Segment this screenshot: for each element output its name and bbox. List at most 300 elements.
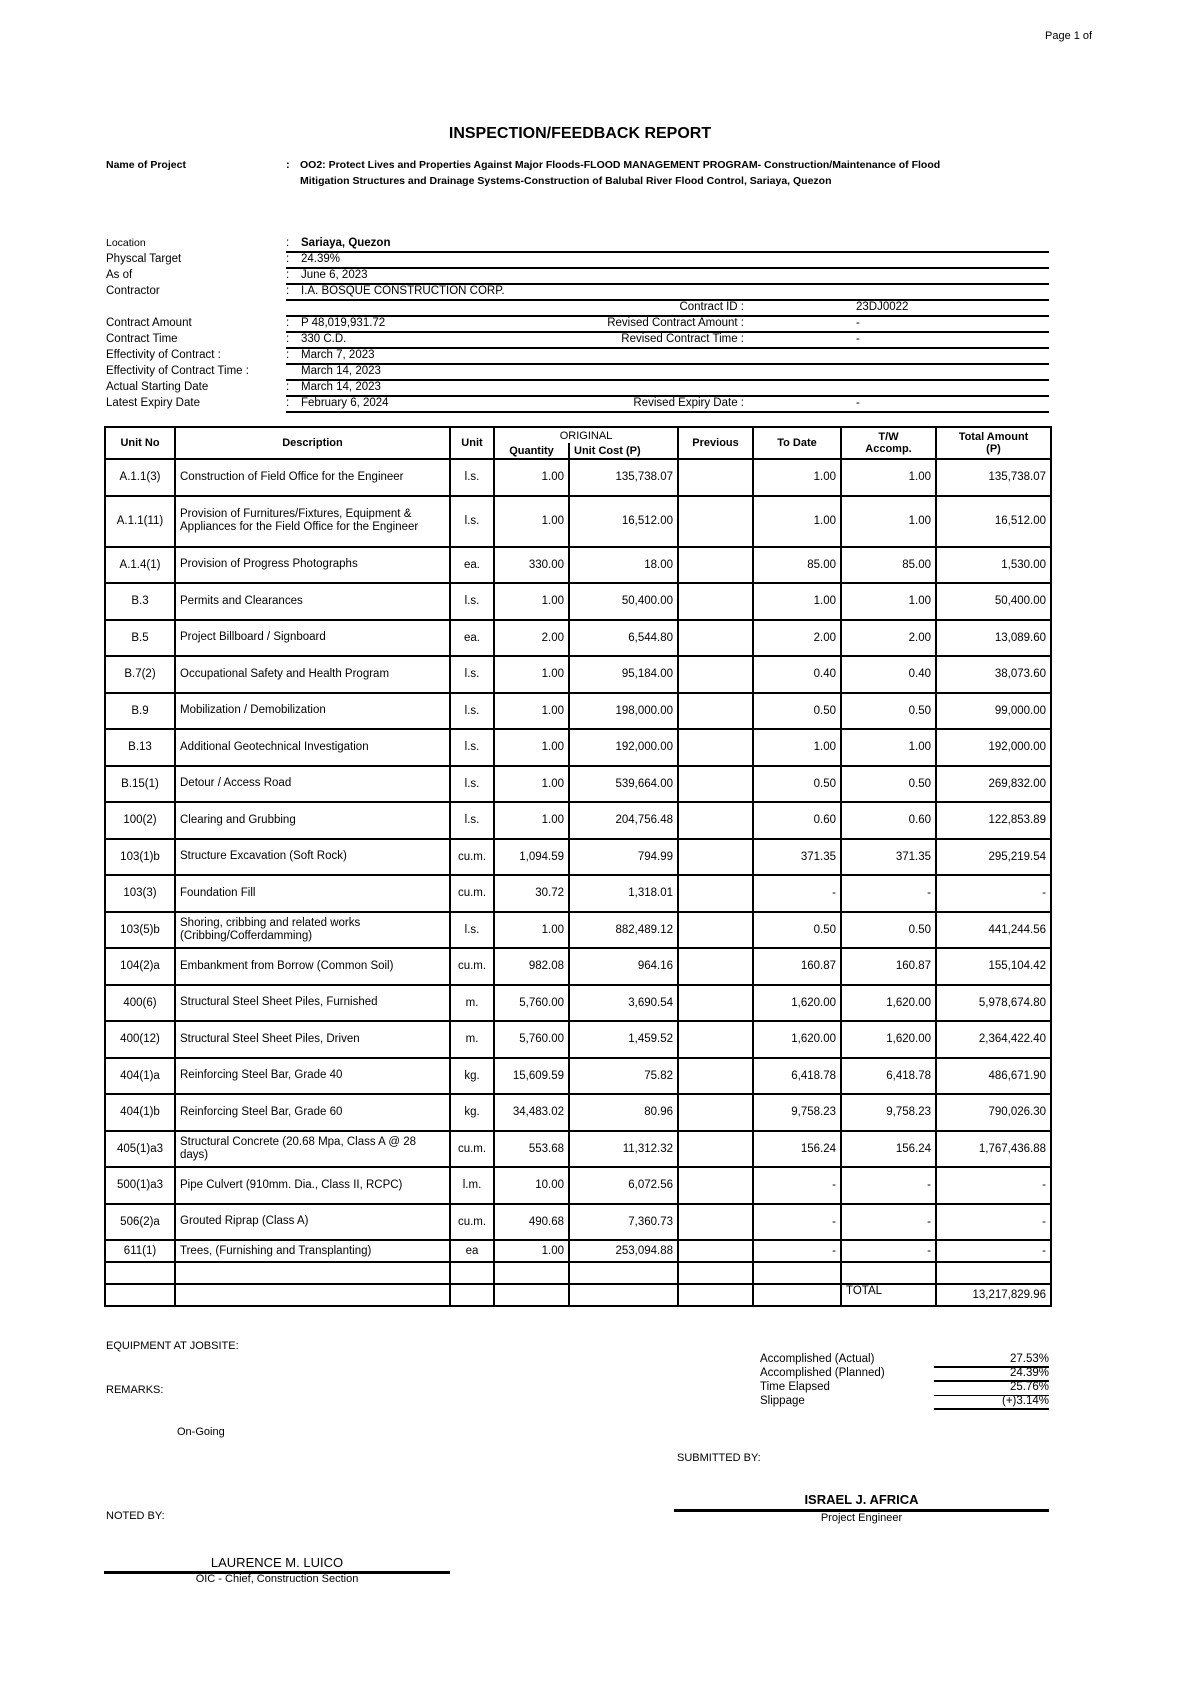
cell-quantity: 1.00 [494,766,569,803]
cell-previous [678,496,753,547]
revised-contract-amount-label: Revised Contract Amount : [607,317,744,329]
field-contract-amount [106,316,1049,332]
cell-total-amount: 13,089.60 [936,620,1051,657]
noted-by-label: NOTED BY: [106,1510,165,1522]
cell [494,1284,569,1306]
table-row [105,547,1051,584]
cell-previous [678,583,753,620]
cell-description: Reinforcing Steel Bar, Grade 40 [175,1058,450,1095]
cell-unit: ea. [450,620,494,657]
cell-tw-accomp: 0.50 [841,766,936,803]
field-location [106,236,1049,252]
header-tw-accomp: T/W Accomp. [841,427,936,459]
cell-previous [678,766,753,803]
cell-total-amount: 99,000.00 [936,693,1051,730]
cell-unit-no: 103(3) [105,875,175,912]
table-row [105,912,1051,949]
cell-tw-accomp: 9,758.23 [841,1094,936,1131]
page-number: Page 1 of [1045,30,1093,42]
cell-tw-accomp: - [841,1240,936,1262]
cell-tw-accomp: 160.87 [841,948,936,985]
cell-tw-accomp: 2.00 [841,620,936,657]
total-value: 13,217,829.96 [936,1284,1051,1306]
cell-to-date: 0.50 [753,766,841,803]
cell-unit-cost: 882,489.12 [569,912,678,949]
cell [678,1262,753,1284]
cell-to-date: 0.50 [753,693,841,730]
revised-contract-time-label: Revised Contract Time : [621,333,744,345]
colon: : [286,159,290,171]
cell-to-date: 371.35 [753,839,841,876]
cell-quantity: 2.00 [494,620,569,657]
colon: : [286,317,290,329]
cell-unit: cu.m. [450,1131,494,1168]
cell-to-date: - [753,1240,841,1262]
cell-tw-accomp: 1.00 [841,496,936,547]
cell-unit-no: 400(6) [105,985,175,1022]
contract-id-label: Contract ID : [679,301,744,313]
cell-unit-cost: 964.16 [569,948,678,985]
cell-unit-no: 611(1) [105,1240,175,1262]
cell [175,1284,450,1306]
field-as-of [106,268,1049,284]
table-row [105,985,1051,1022]
cell-unit-cost: 80.96 [569,1094,678,1131]
cell-quantity: 15,609.59 [494,1058,569,1095]
cell-unit: cu.m. [450,875,494,912]
cell-quantity: 1.00 [494,459,569,496]
cell-unit-no: A.1.1(3) [105,459,175,496]
cell-unit-no: 400(12) [105,1021,175,1058]
header-previous: Previous [678,427,753,459]
table-row [105,583,1051,620]
cell-total-amount: 5,978,674.80 [936,985,1051,1022]
header-to-date: To Date [753,427,841,459]
cell-previous [678,1094,753,1131]
header-original: ORIGINAL [494,427,678,443]
cell-unit: l.m. [450,1167,494,1204]
cell-tw-accomp: 1.00 [841,459,936,496]
cell-description: Mobilization / Demobilization [175,693,450,730]
contract-amount-value: P 48,019,931.72 [301,317,386,329]
cell-unit: l.s. [450,496,494,547]
colon: : [286,269,290,281]
cell-unit: ea [450,1240,494,1262]
total-label: TOTAL [841,1284,936,1306]
cell-description: Permits and Clearances [175,583,450,620]
cell-unit-cost: 794.99 [569,839,678,876]
field-latest-expiry [106,396,1049,412]
cell-description: Project Billboard / Signboard [175,620,450,657]
table-row [105,1094,1051,1131]
cell-previous [678,1204,753,1241]
cell-previous [678,656,753,693]
cell-unit: cu.m. [450,1204,494,1241]
colon: : [286,349,290,361]
cell-to-date: - [753,1167,841,1204]
cell-unit-cost: 204,756.48 [569,802,678,839]
cell-to-date: - [753,1204,841,1241]
table-row [105,802,1051,839]
cell-quantity: 490.68 [494,1204,569,1241]
cell-to-date: 1,620.00 [753,1021,841,1058]
cell-unit: l.s. [450,729,494,766]
cell-to-date: 1,620.00 [753,985,841,1022]
cell [494,1262,569,1284]
cell-total-amount: - [936,875,1051,912]
table-row [105,948,1051,985]
cell-total-amount: 192,000.00 [936,729,1051,766]
cell-unit: cu.m. [450,839,494,876]
cell-total-amount: 441,244.56 [936,912,1051,949]
header-quantity: Quantity [494,443,569,459]
cell-unit: ea. [450,547,494,584]
remarks-label: REMARKS: [106,1384,164,1396]
table-row [105,496,1051,547]
cell-to-date: 0.60 [753,802,841,839]
items-table [104,426,1052,1307]
location-value: Sariaya, Quezon [301,237,391,249]
effectivity-time-value: March 14, 2023 [301,365,381,377]
cell-unit-cost: 198,000.00 [569,693,678,730]
latest-expiry-value: February 6, 2024 [301,397,389,409]
cell-description: Shoring, cribbing and related works (Cribbing/Cofferdamming) [175,912,450,949]
cell-unit-cost: 3,690.54 [569,985,678,1022]
cell [105,1262,175,1284]
cell-unit-no: A.1.4(1) [105,547,175,584]
cell-to-date: 1.00 [753,496,841,547]
table-row [105,656,1051,693]
stat-value: (+)3.14% [934,1395,1049,1410]
cell [678,1284,753,1306]
cell-previous [678,693,753,730]
latest-expiry-label: Latest Expiry Date [106,397,200,409]
cell-unit-cost: 1,459.52 [569,1021,678,1058]
stat-label: Accomplished (Actual) [760,1353,875,1365]
stat-value: 25.76% [934,1381,1049,1396]
cell-tw-accomp: - [841,1167,936,1204]
cell-unit: l.s. [450,459,494,496]
cell [175,1262,450,1284]
total-row [105,1284,1051,1306]
stat-value: 24.39% [934,1367,1049,1382]
table-row [105,1240,1051,1262]
revised-expiry-label: Revised Expiry Date : [633,397,744,409]
cell-tw-accomp: 6,418.78 [841,1058,936,1095]
cell-quantity: 1,094.59 [494,839,569,876]
actual-start-value: March 14, 2023 [301,381,381,393]
cell-total-amount: 295,219.54 [936,839,1051,876]
colon: : [286,285,290,297]
cell-to-date: 0.50 [753,912,841,949]
cell-unit-cost: 539,664.00 [569,766,678,803]
cell-previous [678,875,753,912]
cell-tw-accomp: - [841,875,936,912]
cell-unit-no: 405(1)a3 [105,1131,175,1168]
cell-quantity: 10.00 [494,1167,569,1204]
revised-contract-amount-value: - [856,317,860,329]
table-row [105,1021,1051,1058]
cell-previous [678,547,753,584]
cell-unit-no: 100(2) [105,802,175,839]
stat-row [760,1381,1049,1395]
contractor-label: Contractor [106,285,160,297]
stat-value: 27.53% [934,1353,1049,1368]
cell-previous [678,729,753,766]
cell-unit-cost: 11,312.32 [569,1131,678,1168]
cell-unit-cost: 192,000.00 [569,729,678,766]
cell-unit-no: 103(1)b [105,839,175,876]
cell-unit: l.s. [450,802,494,839]
cell-tw-accomp: 0.40 [841,656,936,693]
cell-quantity: 1.00 [494,729,569,766]
cell-total-amount: - [936,1167,1051,1204]
cell-total-amount: 1,767,436.88 [936,1131,1051,1168]
cell-to-date: - [753,875,841,912]
cell-unit-no: B.7(2) [105,656,175,693]
cell-unit-no: B.15(1) [105,766,175,803]
cell-unit-no: 104(2)a [105,948,175,985]
noter-title: OIC - Chief, Construction Section [195,1573,359,1585]
cell-description: Construction of Field Office for the Engineer [175,459,450,496]
cell-quantity: 5,760.00 [494,1021,569,1058]
cell-quantity: 1.00 [494,1240,569,1262]
remarks-value: On-Going [177,1426,225,1438]
cell-previous [678,1167,753,1204]
cell-unit: kg. [450,1094,494,1131]
cell-previous [678,620,753,657]
field-physical-target [106,252,1049,268]
physical-target-label: Physcal Target [106,253,182,265]
cell-unit-cost: 135,738.07 [569,459,678,496]
contract-time-label: Contract Time [106,333,178,345]
cell-unit: l.s. [450,693,494,730]
revised-expiry-value: - [856,397,860,409]
table-row [105,1204,1051,1241]
cell-total-amount: 1,530.00 [936,547,1051,584]
cell-previous [678,1240,753,1262]
cell-unit-no: 404(1)b [105,1094,175,1131]
effectivity-contract-label: Effectivity of Contract : [106,349,221,361]
cell-total-amount: 269,832.00 [936,766,1051,803]
cell-unit-cost: 6,544.80 [569,620,678,657]
cell-unit-no: 404(1)a [105,1058,175,1095]
cell-description: Trees, (Furnishing and Transplanting) [175,1240,450,1262]
cell-unit-no: B.3 [105,583,175,620]
cell-to-date: 0.40 [753,656,841,693]
cell [450,1262,494,1284]
cell-tw-accomp: 0.50 [841,693,936,730]
field-contractor [106,284,1049,300]
cell-unit: m. [450,985,494,1022]
cell-unit: l.s. [450,656,494,693]
submitter-name: ISRAEL J. AFRICA [804,1492,919,1507]
cell-previous [678,459,753,496]
location-label: Location [106,237,146,249]
cell-quantity: 1.00 [494,693,569,730]
field-contract-id [106,300,1049,316]
header-unit-no: Unit No [105,427,175,459]
cell-total-amount: 38,073.60 [936,656,1051,693]
cell [105,1284,175,1306]
cell-tw-accomp: 0.50 [841,912,936,949]
cell-description: Foundation Fill [175,875,450,912]
stat-label: Slippage [760,1395,805,1407]
stat-row [760,1367,1049,1381]
cell-total-amount: - [936,1240,1051,1262]
cell-description: Embankment from Borrow (Common Soil) [175,948,450,985]
report-title: INSPECTION/FEEDBACK REPORT [448,125,712,142]
project-name-line2: Mitigation Structures and Drainage Systems-Construction of Balubal River Flood Control, Sariaya, Quezon [300,175,832,187]
field-effectivity-contract [106,348,1049,364]
cell-to-date: 85.00 [753,547,841,584]
cell-tw-accomp: 0.60 [841,802,936,839]
cell-unit: l.s. [450,766,494,803]
cell-description: Provision of Furnitures/Fixtures, Equipment & Appliances for the Field Office for the Engineer [175,496,450,547]
as-of-value: June 6, 2023 [301,269,368,281]
cell-total-amount: 486,671.90 [936,1058,1051,1095]
cell-quantity: 34,483.02 [494,1094,569,1131]
cell-description: Structural Steel Sheet Piles, Driven [175,1021,450,1058]
cell [936,1262,1051,1284]
noter-name: LAURENCE M. LUICO [210,1555,344,1570]
stat-row [760,1353,1049,1367]
cell-unit-cost: 253,094.88 [569,1240,678,1262]
colon: : [286,381,290,393]
colon: : [286,237,290,249]
cell-quantity: 30.72 [494,875,569,912]
table-row [105,459,1051,496]
table-row [105,1167,1051,1204]
revised-contract-time-value: - [856,333,860,345]
cell-total-amount: 155,104.42 [936,948,1051,985]
cell [753,1284,841,1306]
cell-unit-no: B.5 [105,620,175,657]
cell [569,1284,678,1306]
cell-total-amount: 16,512.00 [936,496,1051,547]
cell-unit-cost: 75.82 [569,1058,678,1095]
cell-total-amount: 122,853.89 [936,802,1051,839]
cell-tw-accomp: 85.00 [841,547,936,584]
cell-to-date: 1.00 [753,459,841,496]
cell-to-date: 2.00 [753,620,841,657]
submitted-by-label: SUBMITTED BY: [677,1452,761,1464]
cell-previous [678,1021,753,1058]
cell-quantity: 1.00 [494,496,569,547]
cell-tw-accomp: 156.24 [841,1131,936,1168]
cell-tw-accomp: 1,620.00 [841,985,936,1022]
cell-unit-cost: 7,360.73 [569,1204,678,1241]
cell-description: Grouted Riprap (Class A) [175,1204,450,1241]
cell-unit: cu.m. [450,948,494,985]
contract-id-value: 23DJ0022 [856,301,909,313]
cell-description: Occupational Safety and Health Program [175,656,450,693]
header-total-amount: Total Amount (P) [936,427,1051,459]
field-actual-start [106,380,1049,396]
stat-label: Accomplished (Planned) [760,1367,885,1379]
cell-unit-cost: 50,400.00 [569,583,678,620]
actual-start-label: Actual Starting Date [106,381,209,393]
cell-tw-accomp: 371.35 [841,839,936,876]
cell-previous [678,1058,753,1095]
cell-unit-no: B.13 [105,729,175,766]
cell-unit-no: 103(5)b [105,912,175,949]
cell-total-amount: 2,364,422.40 [936,1021,1051,1058]
cell-quantity: 1.00 [494,583,569,620]
cell-unit: kg. [450,1058,494,1095]
physical-target-value: 24.39% [301,253,341,265]
stat-row [760,1395,1049,1409]
cell-description: Clearing and Grubbing [175,802,450,839]
cell-total-amount: 50,400.00 [936,583,1051,620]
cell-previous [678,802,753,839]
cell-quantity: 1.00 [494,802,569,839]
cell-unit-cost: 1,318.01 [569,875,678,912]
cell [753,1262,841,1284]
field-contract-time [106,332,1049,348]
colon: : [286,397,290,409]
cell-quantity: 330.00 [494,547,569,584]
cell-quantity: 1.00 [494,656,569,693]
table-row [105,766,1051,803]
cell-previous [678,1131,753,1168]
contract-time-value: 330 C.D. [301,333,347,345]
cell-description: Detour / Access Road [175,766,450,803]
project-name-line1: OO2: Protect Lives and Properties Against Major Floods-FLOOD MANAGEMENT PROGRAM- Construction/Maintenance of Flood [300,159,941,171]
cell-tw-accomp: 1.00 [841,583,936,620]
cell-unit-cost: 6,072.56 [569,1167,678,1204]
cell-quantity: 553.68 [494,1131,569,1168]
cell [450,1284,494,1306]
header-unit: Unit [450,427,494,459]
cell-description: Provision of Progress Photographs [175,547,450,584]
table-row [105,693,1051,730]
cell-to-date: 160.87 [753,948,841,985]
cell-description: Structural Steel Sheet Piles, Furnished [175,985,450,1022]
submitter-title: Project Engineer [820,1512,903,1524]
cell-quantity: 982.08 [494,948,569,985]
table-row [105,1058,1051,1095]
header-description: Description [175,427,450,459]
cell-quantity: 5,760.00 [494,985,569,1022]
cell-unit-no: B.9 [105,693,175,730]
table-row [105,620,1051,657]
cell-description: Structural Concrete (20.68 Mpa, Class A @ 28 days) [175,1131,450,1168]
cell-to-date: 1.00 [753,729,841,766]
cell-tw-accomp: 1,620.00 [841,1021,936,1058]
cell-total-amount: - [936,1204,1051,1241]
cell [569,1262,678,1284]
cell-previous [678,839,753,876]
as-of-label: As of [106,269,133,281]
cell-previous [678,985,753,1022]
cell-total-amount: 790,026.30 [936,1094,1051,1131]
cell-to-date: 1.00 [753,583,841,620]
cell-to-date: 6,418.78 [753,1058,841,1095]
cell [841,1262,936,1284]
cell-tw-accomp: - [841,1204,936,1241]
underline [286,411,1049,413]
cell-quantity: 1.00 [494,912,569,949]
equipment-label: EQUIPMENT AT JOBSITE: [106,1340,239,1352]
stat-label: Time Elapsed [760,1381,830,1393]
cell-previous [678,912,753,949]
field-effectivity-time [106,364,1049,380]
cell-unit-cost: 95,184.00 [569,656,678,693]
cell-unit: m. [450,1021,494,1058]
cell-to-date: 156.24 [753,1131,841,1168]
cell-description: Additional Geotechnical Investigation [175,729,450,766]
